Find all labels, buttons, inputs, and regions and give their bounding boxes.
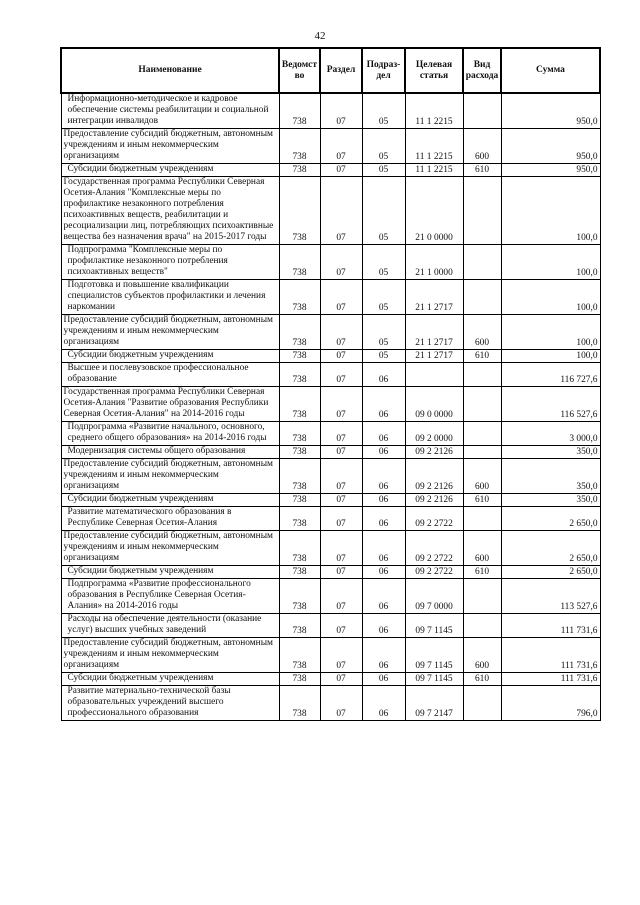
- row-expense-type: 610: [463, 164, 501, 177]
- table-row: [61, 422, 600, 446]
- row-section: 07: [320, 387, 362, 422]
- row-name: Расходы на обеспечение деятельности (оказание услуг) высших учебных заведений: [61, 614, 279, 638]
- row-section: 07: [320, 459, 362, 494]
- row-name: Развитие математического образования в Республике Северная Осетия-Алания: [61, 507, 279, 531]
- row-subsection: 05: [362, 350, 405, 363]
- table-header: [61, 48, 600, 93]
- row-expense-type: 600: [463, 315, 501, 350]
- row-amount: 350,0: [501, 494, 600, 507]
- row-subsection: 06: [362, 673, 405, 686]
- row-target-item: 09 2 2722: [405, 566, 463, 579]
- row-expense-type: [463, 387, 501, 422]
- row-amount: 950,0: [501, 164, 600, 177]
- row-amount: 100,0: [501, 350, 600, 363]
- row-target-item: 11 1 2215: [405, 164, 463, 177]
- table-row: [61, 387, 600, 422]
- row-expense-type: [463, 579, 501, 614]
- row-target-item: 21 0 0000: [405, 177, 463, 245]
- row-section: 07: [320, 638, 362, 673]
- row-amount: 3 000,0: [501, 422, 600, 446]
- row-target-item: 09 2 2126: [405, 494, 463, 507]
- row-subsection: 06: [362, 422, 405, 446]
- row-target-item: 21 1 0000: [405, 245, 463, 280]
- row-subsection: 05: [362, 245, 405, 280]
- row-name: Субсидии бюджетным учреждениям: [61, 350, 279, 363]
- row-expense-type: [463, 280, 501, 315]
- row-subsection: 05: [362, 164, 405, 177]
- row-target-item: 09 2 0000: [405, 422, 463, 446]
- row-expense-type: [463, 507, 501, 531]
- row-name: Государственная программа Республики Северная Осетия-Алания "Развитие образования Республики Северная Осетия-Алания" на 2014-2016 годы: [61, 387, 279, 422]
- table-row: [61, 459, 600, 494]
- row-amount: 100,0: [501, 177, 600, 245]
- row-name: Модернизация системы общего образования: [61, 446, 279, 459]
- row-section: 07: [320, 315, 362, 350]
- row-department: 738: [279, 387, 320, 422]
- row-section: 07: [320, 280, 362, 315]
- row-target-item: 11 1 2215: [405, 93, 463, 129]
- row-name: Подготовка и повышение квалификации специалистов субъектов профилактики и лечения наркомании: [61, 280, 279, 315]
- row-section: 07: [320, 422, 362, 446]
- row-target-item: 09 0 0000: [405, 387, 463, 422]
- row-section: 07: [320, 129, 362, 164]
- row-target-item: 09 7 0000: [405, 579, 463, 614]
- row-expense-type: 600: [463, 129, 501, 164]
- row-department: 738: [279, 363, 320, 387]
- row-subsection: 05: [362, 129, 405, 164]
- table-row: [61, 245, 600, 280]
- row-name: Предоставление субсидий бюджетным, автономным учреждениям и иным некоммерческим организациям: [61, 459, 279, 494]
- row-department: 738: [279, 614, 320, 638]
- row-department: 738: [279, 446, 320, 459]
- row-name: Подпрограмма «Развитие начального, основного, среднего общего образования» на 2014-2016 годы: [61, 422, 279, 446]
- row-subsection: 06: [362, 459, 405, 494]
- row-department: 738: [279, 350, 320, 363]
- row-amount: 113 527,6: [501, 579, 600, 614]
- row-amount: 2 650,0: [501, 566, 600, 579]
- row-expense-type: 610: [463, 494, 501, 507]
- row-target-item: 21 1 2717: [405, 350, 463, 363]
- table-row: [61, 93, 600, 129]
- table-row: [61, 531, 600, 566]
- row-department: 738: [279, 129, 320, 164]
- row-subsection: 06: [362, 638, 405, 673]
- budget-table: [60, 47, 601, 721]
- header-section: Раздел: [320, 48, 362, 93]
- row-department: 738: [279, 494, 320, 507]
- row-amount: 796,0: [501, 686, 600, 721]
- table-row: [61, 507, 600, 531]
- header-name: Наименование: [61, 48, 279, 93]
- row-department: 738: [279, 673, 320, 686]
- table-row: [61, 494, 600, 507]
- row-name: Субсидии бюджетным учреждениям: [61, 164, 279, 177]
- row-name: Субсидии бюджетным учреждениям: [61, 494, 279, 507]
- row-expense-type: [463, 363, 501, 387]
- row-expense-type: [463, 177, 501, 245]
- row-amount: 111 731,6: [501, 673, 600, 686]
- row-amount: 111 731,6: [501, 614, 600, 638]
- row-target-item: 09 7 1145: [405, 673, 463, 686]
- row-amount: 111 731,6: [501, 638, 600, 673]
- row-target-item: 09 2 2126: [405, 446, 463, 459]
- table-row: [61, 350, 600, 363]
- row-section: 07: [320, 494, 362, 507]
- row-name: Субсидии бюджетным учреждениям: [61, 673, 279, 686]
- row-section: 07: [320, 350, 362, 363]
- row-expense-type: [463, 614, 501, 638]
- row-section: 07: [320, 245, 362, 280]
- header-amount: Сумма: [501, 48, 600, 93]
- row-expense-type: [463, 93, 501, 129]
- row-subsection: 05: [362, 93, 405, 129]
- row-section: 07: [320, 614, 362, 638]
- row-department: 738: [279, 280, 320, 315]
- row-target-item: 21 1 2717: [405, 280, 463, 315]
- row-section: 07: [320, 446, 362, 459]
- row-section: 07: [320, 686, 362, 721]
- table-row: [61, 566, 600, 579]
- table-body: [61, 93, 600, 721]
- row-name: Предоставление субсидий бюджетным, автономным учреждениям и иным некоммерческим организациям: [61, 315, 279, 350]
- row-subsection: 06: [362, 363, 405, 387]
- row-department: 738: [279, 531, 320, 566]
- row-expense-type: 600: [463, 459, 501, 494]
- row-section: 07: [320, 531, 362, 566]
- table-row: [61, 280, 600, 315]
- table-row: [61, 177, 600, 245]
- table-row: [61, 686, 600, 721]
- row-expense-type: 600: [463, 531, 501, 566]
- row-subsection: 06: [362, 387, 405, 422]
- row-section: 07: [320, 579, 362, 614]
- row-target-item: 09 7 1145: [405, 614, 463, 638]
- header-department: Ведомст во: [279, 48, 320, 93]
- table-row: [61, 673, 600, 686]
- row-subsection: 05: [362, 280, 405, 315]
- row-amount: 950,0: [501, 129, 600, 164]
- row-target-item: 11 1 2215: [405, 129, 463, 164]
- row-amount: 100,0: [501, 245, 600, 280]
- row-amount: 950,0: [501, 93, 600, 129]
- row-amount: 116 727,6: [501, 363, 600, 387]
- row-target-item: 09 7 1145: [405, 638, 463, 673]
- row-department: 738: [279, 459, 320, 494]
- row-department: 738: [279, 579, 320, 614]
- row-section: 07: [320, 164, 362, 177]
- row-name: Высшее и послевузовское профессиональное образование: [61, 363, 279, 387]
- row-department: 738: [279, 686, 320, 721]
- row-expense-type: [463, 686, 501, 721]
- row-subsection: 06: [362, 494, 405, 507]
- row-section: 07: [320, 507, 362, 531]
- row-section: 07: [320, 177, 362, 245]
- row-subsection: 06: [362, 579, 405, 614]
- row-target-item: 21 1 2717: [405, 315, 463, 350]
- header-target-item: Целевая статья: [405, 48, 463, 93]
- row-expense-type: 610: [463, 673, 501, 686]
- row-department: 738: [279, 422, 320, 446]
- row-department: 738: [279, 315, 320, 350]
- row-amount: 100,0: [501, 280, 600, 315]
- row-amount: 116 527,6: [501, 387, 600, 422]
- row-subsection: 05: [362, 177, 405, 245]
- row-target-item: 09 2 2126: [405, 459, 463, 494]
- row-name: Подпрограмма «Развитие профессионального образования в Республике Северная Осетия-Алания» на 2014-2016 годы: [61, 579, 279, 614]
- row-name: Подпрограмма "Комплексные меры по профилактике незаконного потребления психоактивных веществ": [61, 245, 279, 280]
- row-subsection: 06: [362, 446, 405, 459]
- header-expense-type: Вид расхода: [463, 48, 501, 93]
- row-name: Государственная программа Республики Северная Осетия-Алания "Комплексные меры по профилактике незаконного потребления психоактивных веществ, реабилитации и ресоциализации лиц, потребляющих психоактивные вещества без назначения врача" на 2015-2017 годы: [61, 177, 279, 245]
- header-subsection: Подраз- дел: [362, 48, 405, 93]
- row-department: 738: [279, 164, 320, 177]
- row-amount: 350,0: [501, 446, 600, 459]
- table-row: [61, 638, 600, 673]
- table-row: [61, 579, 600, 614]
- row-section: 07: [320, 673, 362, 686]
- row-expense-type: 610: [463, 566, 501, 579]
- row-amount: 2 650,0: [501, 531, 600, 566]
- row-expense-type: 610: [463, 350, 501, 363]
- table-row: [61, 614, 600, 638]
- row-expense-type: [463, 446, 501, 459]
- row-subsection: 06: [362, 566, 405, 579]
- row-expense-type: [463, 245, 501, 280]
- row-amount: 350,0: [501, 459, 600, 494]
- row-target-item: 09 2 2722: [405, 507, 463, 531]
- row-amount: 2 650,0: [501, 507, 600, 531]
- row-section: 07: [320, 93, 362, 129]
- row-department: 738: [279, 638, 320, 673]
- row-subsection: 06: [362, 507, 405, 531]
- row-section: 07: [320, 566, 362, 579]
- row-name: Предоставление субсидий бюджетным, автономным учреждениям и иным некоммерческим организациям: [61, 638, 279, 673]
- row-section: 07: [320, 363, 362, 387]
- row-amount: 100,0: [501, 315, 600, 350]
- page-number: 42: [314, 30, 326, 42]
- row-name: Субсидии бюджетным учреждениям: [61, 566, 279, 579]
- row-name: Информационно-методическое и кадровое обеспечение системы реабилитации и социальной интеграции инвалидов: [61, 93, 279, 129]
- row-department: 738: [279, 93, 320, 129]
- table-row: [61, 363, 600, 387]
- row-department: 738: [279, 507, 320, 531]
- table-row: [61, 446, 600, 459]
- table-row: [61, 129, 600, 164]
- row-subsection: 06: [362, 686, 405, 721]
- row-expense-type: 600: [463, 638, 501, 673]
- row-expense-type: [463, 422, 501, 446]
- row-subsection: 06: [362, 531, 405, 566]
- row-target-item: [405, 363, 463, 387]
- row-department: 738: [279, 245, 320, 280]
- row-subsection: 06: [362, 614, 405, 638]
- row-target-item: 09 7 2147: [405, 686, 463, 721]
- table-row: [61, 315, 600, 350]
- row-department: 738: [279, 566, 320, 579]
- row-name: Предоставление субсидий бюджетным, автономным учреждениям и иным некоммерческим организациям: [61, 531, 279, 566]
- row-name: Развитие материально-технической базы образовательных учреждений высшего профессионального образования: [61, 686, 279, 721]
- row-subsection: 05: [362, 315, 405, 350]
- table-row: [61, 164, 600, 177]
- row-department: 738: [279, 177, 320, 245]
- row-name: Предоставление субсидий бюджетным, автономным учреждениям и иным некоммерческим организациям: [61, 129, 279, 164]
- row-target-item: 09 2 2722: [405, 531, 463, 566]
